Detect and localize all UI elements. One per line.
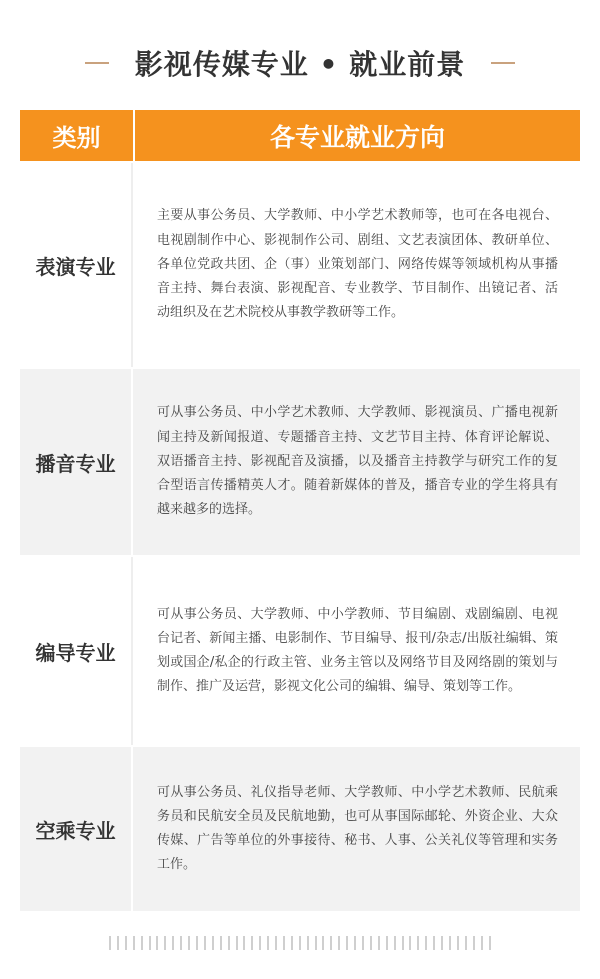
footer-tick [172,936,174,950]
footer-tick [425,936,427,950]
footer-tick [117,936,119,950]
footer-tick [378,936,380,950]
footer-decoration [109,936,491,950]
row-category: 表演专业 [20,163,133,367]
table-row [20,555,580,745]
footer-tick [133,936,135,950]
row-description: 主要从事公务员、大学教师、中小学艺术教师等，也可在各电视台、电视剧制作中心、影视制作公司、剧组、文艺表演团体、教研单位、各单位党政共团、企（事）业策划部门、网络传媒等领域机构从事播音主持、舞台表演、影视配音、专业教学、节目制作、出镜记者、活动组织及在艺术院校从事教学教研等工作。 [157,208,558,321]
footer-tick [362,936,364,950]
footer-tick [457,936,459,950]
footer-tick [433,936,435,950]
row-category: 编导专业 [20,557,133,745]
footer-tick [489,936,491,950]
footer-tick [354,936,356,950]
footer-tick [259,936,261,950]
footer-tick [402,936,404,950]
title-dash-left [85,62,109,64]
footer-tick [243,936,245,950]
footer-tick [283,936,285,950]
footer-tick [180,936,182,950]
footer-tick [330,936,332,950]
footer-tick [196,936,198,950]
footer-tick [299,936,301,950]
footer-tick [322,936,324,950]
footer-tick [481,936,483,950]
table-row [20,161,580,367]
footer-tick [441,936,443,950]
footer-tick [204,936,206,950]
footer-tick [141,936,143,950]
footer-tick [386,936,388,950]
row-category: 空乘专业 [20,747,133,911]
table-row [20,367,580,555]
footer-tick [267,936,269,950]
table-row [20,745,580,911]
footer-tick [251,936,253,950]
row-description: 可从事公务员、中小学艺术教师、大学教师、影视演员、广播电视新闻主持及新闻报道、专题播音主持、文艺节目主持、体育评论解说、双语播音主持、影视配音及演播，以及播音主持教学与研究工作的复合型语言传播精英人才。随着新媒体的普及，播音专业的学生将具有越来越多的选择。 [157,405,558,518]
page-title-row [0,40,600,86]
title-dash-right [491,62,515,64]
header-category: 类别 [20,110,135,161]
table-header [20,110,580,161]
page-title: 影视传媒专业 • 就业前景 [134,48,466,81]
footer-tick [149,936,151,950]
footer-tick [156,936,158,950]
footer-tick [109,936,111,950]
header-direction: 各专业就业方向 [269,122,445,152]
footer-tick [236,936,238,950]
footer-tick [307,936,309,950]
footer-tick [212,936,214,950]
footer-tick [315,936,317,950]
footer-tick [370,936,372,950]
footer-tick [417,936,419,950]
footer-tick [465,936,467,950]
footer-tick [346,936,348,950]
row-description: 可从事公务员、礼仪指导老师、大学教师、中小学艺术教师、民航乘务员和民航安全员及民航地勤，也可从事国际邮轮、外资企业、大众传媒、广告等单位的外事接待、秘书、人事、公关礼仪等管理和实务工作。 [157,784,558,873]
footer-tick [409,936,411,950]
footer-tick [449,936,451,950]
footer-tick [220,936,222,950]
row-category: 播音专业 [20,369,133,555]
footer-tick [473,936,475,950]
employment-table [20,110,580,911]
row-description: 可从事公务员、大学教师、中小学教师、节目编剧、戏剧编剧、电视台记者、新闻主播、电影制作、节目编导、报刊/杂志/出版社编辑、策划或国企/私企的行政主管、业务主管以及网络节目及网络剧的策划与制作、推广及运营，影视文化公司的编辑、编导、策划等工作。 [157,606,558,695]
footer-tick [394,936,396,950]
footer-tick [125,936,127,950]
footer-tick [228,936,230,950]
footer-tick [188,936,190,950]
footer-tick [164,936,166,950]
footer-tick [291,936,293,950]
footer-tick [338,936,340,950]
footer-tick [275,936,277,950]
